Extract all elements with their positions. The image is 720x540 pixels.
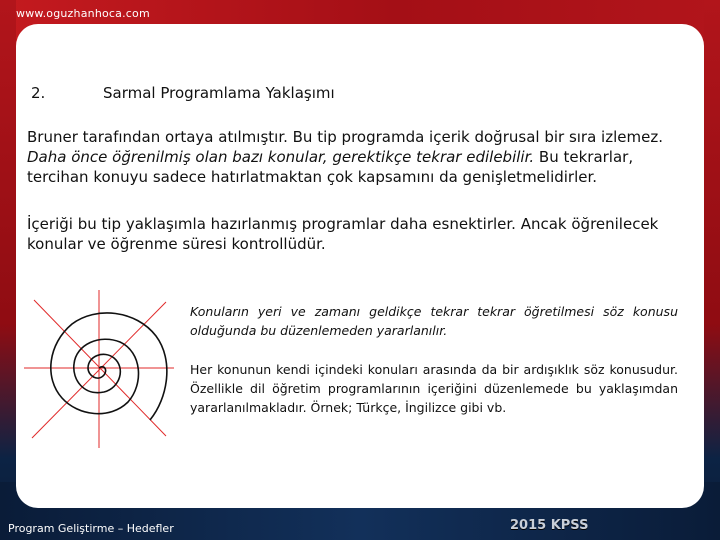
paragraph-2: İçeriği bu tip yaklaşımla hazırlanmış programlar daha esnektirler. Ancak öğrenilecek konular ve öğrenme süresi kontrollüdür.	[27, 215, 659, 253]
frame-right	[704, 0, 720, 540]
frame-left	[0, 0, 16, 540]
spiral-note-1: Konuların yeri ve zamanı geldikçe tekrar tekrar öğretilmesi söz konusu olduğunda bu düzenlemeden yararlanılır.	[190, 304, 678, 338]
paragraph-1	[27, 127, 699, 187]
paragraph-1-sentence-3: Bu tekrarlar, tercihan konuyu sadece hatırlatmaktan çok kapsamını da genişletmelidirler.	[27, 148, 634, 186]
section-number: 2.	[31, 84, 46, 102]
footer-course-label: Program Geliştirme – Hedefler	[8, 522, 174, 535]
footer-exam-label: 2015 KPSS	[510, 518, 589, 533]
paragraph-1-sentence-2: Daha önce öğrenilmiş olan bazı konular, gerektikçe tekrar edilebilir.	[27, 148, 535, 166]
paragraph-1-sentence-1: Bruner tarafından ortaya atılmıştır. Bu tip programda içerik doğrusal bir sıra izlemez.	[27, 128, 663, 146]
section-title: Sarmal Programlama Yaklaşımı	[103, 84, 335, 102]
spiral-curve	[51, 313, 167, 420]
site-url[interactable]: www.oguzhanhoca.com	[16, 7, 150, 20]
spiral-diagram	[20, 286, 178, 452]
spiral-note-2: Her konunun kendi içindeki konuları arasında da bir ardışıklık söz konusudur. Özellikle dil öğretim programlarının içeriğini düzenlemede bu yaklaşımdan yararlanılmakladır. Örnek; Türkçe, İngilizce gibi vb.	[190, 362, 678, 415]
